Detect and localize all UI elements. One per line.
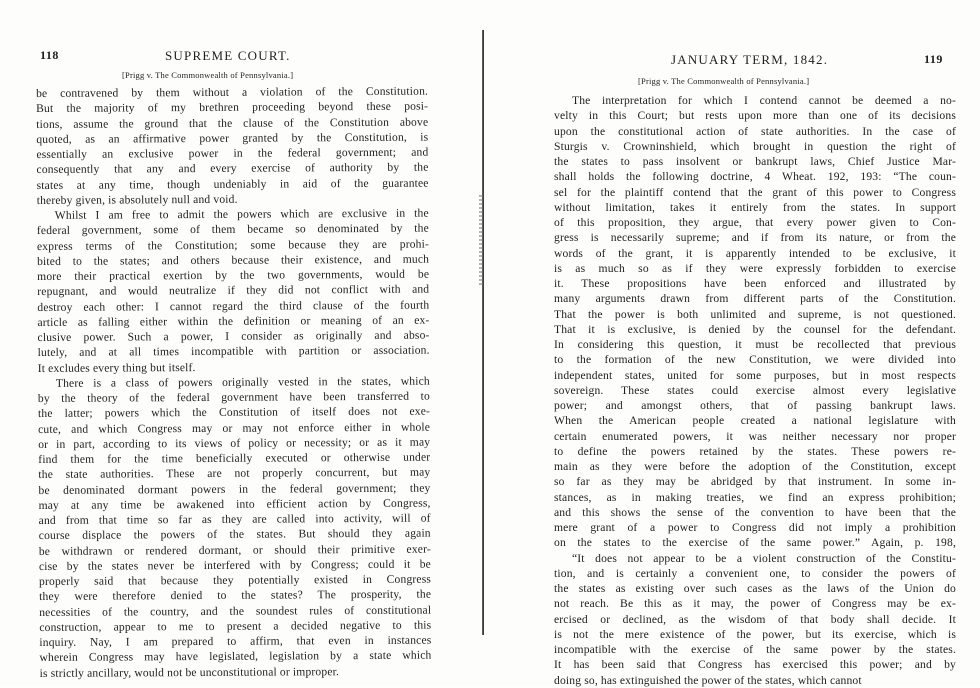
text-line: it. These propositions have been enforced and illustrated by <box>554 277 956 290</box>
text-line: be contravened by them without a violation of the Constitution. <box>36 84 429 100</box>
text-line: mere grant of a power to Congress did not imply a prohibition <box>554 521 956 534</box>
text-line: the states as existing over such cases as the laws of the Union do <box>554 582 956 595</box>
text-line: upon the constitutional action of state authorities. In the case of <box>554 124 956 138</box>
text-line: not reach. Be this as it may, the power of Congress may be ex- <box>554 597 956 611</box>
text-line: gress is necessarily supreme; and if from its nature, or from the <box>554 231 956 245</box>
text-line: express terms of the Constitution; some because they are prohi- <box>36 237 430 253</box>
text-line: It has been said that Congress has exercised this power; and by <box>554 658 956 672</box>
text-line: The interpretation for which I contend cannot be deemed a no- <box>572 94 956 107</box>
text-line: necessities of the country, and the soundest rules of constitutional <box>39 603 432 619</box>
text-line: sovereign. These states could exercise almost every legislative <box>554 383 956 397</box>
text-line: by the theory of the federal government have been transferred to <box>37 389 430 405</box>
text-line: repugnant, and would neutralize if they did not conflict with and <box>37 282 430 299</box>
text-line: tion, and is certainly a convenient one, to consider the powers of <box>554 566 956 580</box>
text-line: is strictly ancillary, would not be unconstitutional or improper. <box>39 664 340 680</box>
text-line: cise by the states never be interfered with by Congress; could it be <box>38 557 431 573</box>
text-line: so far as they may be abridged by that instrument. In some in- <box>554 475 956 489</box>
text-line: “It does not appear to be a violent construction of the Constitu- <box>572 551 956 565</box>
text-line: bited to the states; and others because their existence, and much <box>37 252 430 268</box>
text-line: essentially an exclusive power in the federal government; and <box>36 145 429 161</box>
text-line: many arguments drawn from different parts of the Constitution. <box>554 292 956 306</box>
right-body-text <box>554 93 956 688</box>
right-page-number: 119 <box>924 52 943 66</box>
page-gutter <box>482 30 484 635</box>
text-line: main as they were before the adoption of the Constitution, except <box>554 460 956 473</box>
text-line: inquiry. Nay, I am prepared to affirm, that even in instances <box>39 633 432 649</box>
right-page <box>488 0 980 686</box>
text-line: be denominated dormant powers in the federal government; they <box>38 481 431 497</box>
text-line: doing so, has extinguished the power of the states, which cannot <box>554 673 862 687</box>
text-line: thereby given, is absolutely null and void. <box>36 192 238 207</box>
text-line: consequently that any and every exercise of authority by the <box>36 160 429 177</box>
text-line: is as much so as if they were expressly forbidden to exercise <box>554 261 956 275</box>
text-line: words of the grant, it is apparently intended to be exclusive, it <box>554 246 956 260</box>
text-line: certain enumerated powers, it was neither necessary nor proper <box>554 429 956 443</box>
text-line: velty in this Court; but rests upon more than one of its decisions <box>554 109 956 123</box>
text-line: stances, as in making treaties, we find an express prohibition; <box>554 490 956 504</box>
gutter-shadow-mark <box>479 195 483 285</box>
text-line: course displace the powers of the states. But should they again <box>38 526 431 543</box>
text-line: There is a class of powers originally vested in the states, which <box>55 374 430 390</box>
text-line: In considering this question, it must be recollected that previous <box>554 338 956 351</box>
left-page <box>0 0 484 686</box>
text-line: and from that time so far as they are called into activity, will of <box>38 511 431 527</box>
text-line: to define the powers retained by the states. These powers re- <box>554 444 956 458</box>
text-line: federal government, some of them became so denominated by the <box>36 221 429 238</box>
left-body-text <box>36 84 432 681</box>
text-line: independent states, united for some purposes, but in most respects <box>554 368 956 382</box>
text-line: they were therefore denied to the states? The prosperity, the <box>39 587 432 604</box>
text-line: states at any time, though undeniably in aid of the guarantee <box>36 176 429 192</box>
text-line: That it is exclusive, is denied by the counsel for the defendant. <box>554 322 956 336</box>
text-line: construction, appear to me to present a decided negative to this <box>39 618 432 634</box>
text-line: lutely, and at all times incompatible with partition or association. <box>37 343 430 360</box>
text-line: When the American people created a national legislature with <box>554 414 956 428</box>
text-line: be withdrawn or rendered dormant, or should their primitive exer- <box>38 542 431 558</box>
text-line: That the power is both unlimited and supreme, is not questioned. <box>554 307 956 321</box>
text-line: shall holds the following doctrine, 4 Wheat. 192, 193: “The coun- <box>554 170 956 184</box>
text-line: and this shows the sense of the convention to have been that the <box>554 505 956 519</box>
text-line: power; and amongst others, that of passing bankrupt laws. <box>554 399 956 412</box>
text-line: find them for the time beneficially executed or otherwise under <box>38 450 431 466</box>
text-line: properly said that because they potentially existed in Congress <box>38 572 432 588</box>
text-line: But the majority of my brethren proceeding beyond these posi- <box>36 99 429 116</box>
text-line: may at any time be awakened into efficient action by Congress, <box>38 496 431 512</box>
text-line: tions, assume the ground that the clause of the Constitution above <box>36 115 429 131</box>
text-line: without limitation, takes it entirely from the states. In support <box>554 200 956 214</box>
text-line: or in part, according to its views of policy or necessity; or as it may <box>38 435 431 451</box>
text-line: of this proposition, they argue, that every power given to Con- <box>554 216 956 229</box>
text-line: cute, and which Congress may or may not enforce either in whole <box>38 420 431 436</box>
text-line: on the states to the exercise of the same power.” Again, p. 198, <box>554 536 956 550</box>
text-line: sel for the plaintiff contend that the grant of this power to Congress <box>554 185 956 199</box>
text-line: the states to pass insolvent or bankrupt laws, Chief Justice Mar- <box>554 155 956 168</box>
text-line: destroy each other: I cannot regard the third clause of the fourth <box>37 298 430 314</box>
left-page-number: 118 <box>40 48 59 62</box>
text-line: wherein Congress may have legislated, legislation by a state which <box>39 648 432 665</box>
text-line: is not the mere existence of the power, but its exercise, which is <box>554 627 956 641</box>
left-running-head: SUPREME COURT. <box>165 48 291 63</box>
text-line: to the formation of the new Constitution, we were divided into <box>554 353 956 367</box>
text-line: incompatible with the exercise of the same power by the states. <box>554 643 956 656</box>
text-line: article as falling either within the definition or meaning of an ex- <box>37 313 430 329</box>
text-line: the latter; powers which the Constitution of itself does not exe- <box>37 404 431 421</box>
right-case-caption: [Prigg v. The Commonwealth of Pennsylvania.] <box>638 76 810 86</box>
text-line: the state authorities. These are not properly concurrent, but may <box>38 465 431 482</box>
left-case-caption: [Prigg v. The Commonwealth of Pennsylvania.] <box>122 70 294 80</box>
text-line: ercised or declined, as the wisdom of that body shall decide. It <box>554 612 956 626</box>
text-line: It excludes every thing but itself. <box>37 360 196 375</box>
text-line: quoted, as an affirmative power granted by the Constitution, is <box>36 130 429 146</box>
right-running-head: JANUARY TERM, 1842. <box>671 52 829 67</box>
text-line: Whilst I am free to admit the powers which are exclusive in the <box>54 206 429 222</box>
text-line: more their practical exertion by the two governments, would be <box>37 267 430 283</box>
text-line: clusive power. Such a power, I consider as originally and abso- <box>37 328 430 344</box>
text-line: Sturgis v. Crowninshield, which brought in question the right of <box>554 139 956 153</box>
